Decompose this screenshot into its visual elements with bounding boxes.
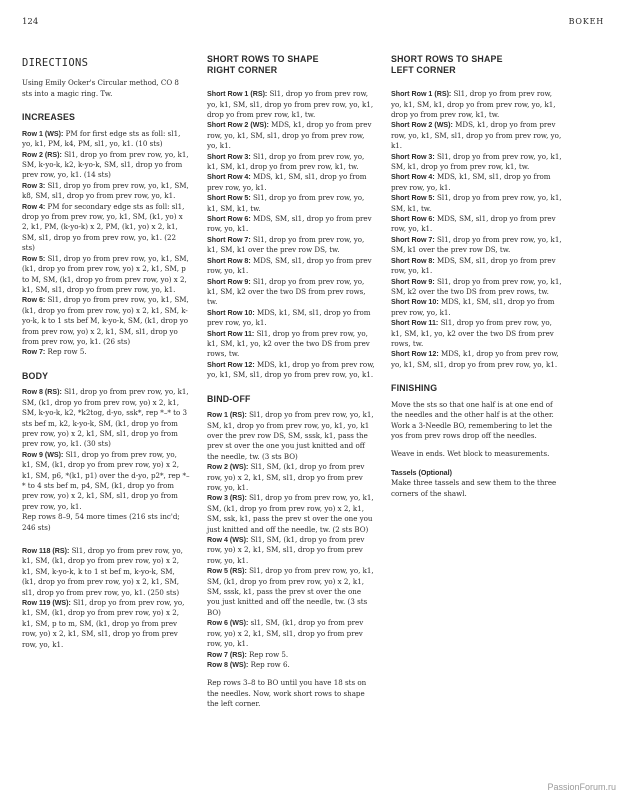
row-text: Sl1, SM, (k1, drop yo from prev row, yo) x 2, k1, SM, sl1, drop yo from prev row, yo, k1. xyxy=(207,462,365,492)
row-text: MDS, SM, sl1, drop yo from prev row, yo, k1. xyxy=(391,255,556,276)
intro-paragraph: Using Emily Ocker's Circular method, CO 8 sts into a magic ring. Tw. xyxy=(22,78,179,98)
row-label: Short Row 9: xyxy=(391,277,435,286)
instruction-row xyxy=(22,598,190,650)
row-text: MDS, SM, sl1, drop yo from prev row, yo, k1. xyxy=(391,214,556,234)
row-text: MDS, k1, SM, sl1, drop yo from prev row, yo, k1. xyxy=(391,297,555,317)
row-label: Row 1 (RS): xyxy=(207,411,247,420)
row-label: Row 6: xyxy=(22,296,46,305)
row-label: Short Row 10: xyxy=(207,308,255,317)
short-rows-right-heading-line2: RIGHT CORNER xyxy=(207,64,278,75)
row-label: Short Row 1 (RS): xyxy=(391,90,452,99)
instruction-row xyxy=(207,618,375,649)
row-label: Short Row 6: xyxy=(207,215,251,224)
finishing-heading: FINISHING xyxy=(391,383,438,394)
bindoff-list xyxy=(207,410,375,670)
page-number: 124 xyxy=(22,17,39,27)
instruction-row xyxy=(22,150,190,181)
row-text: PM for secondary edge sts as foll: sl1, drop yo from prev row, yo, k1, SM, (k1, yo) x 2, k1, PM, (k-yo-k) x 2, PM, (k1, yo) x 2, k1, SM, sl1, drop yo from prev row, yo, k1. (22 sts) xyxy=(22,201,185,253)
row-text: Sl1, drop yo from prev row, yo, k1, SM, k2 over the two DS from prev rows, tw. xyxy=(391,276,562,296)
body-heading: BODY xyxy=(22,370,49,381)
row-label: Short Row 3: xyxy=(391,152,435,161)
instruction-row xyxy=(207,152,375,173)
instruction-row xyxy=(207,329,375,360)
instruction-row xyxy=(207,650,375,660)
instruction-row xyxy=(207,214,375,235)
running-title: BOKEH xyxy=(568,17,604,26)
row-text: Sl1, drop yo from prev row, yo, k1, SM, k1, drop yo from prev row, yo, k1, drop yo from prev row, k1, tw. xyxy=(391,89,556,119)
row-label: Short Row 8: xyxy=(207,256,251,265)
row-label: Row 1 (WS): xyxy=(22,129,64,138)
instruction-row xyxy=(207,256,375,277)
row-text: Sl1, drop yo from prev row, yo, k1, SM, sl1, drop yo from prev row, yo, k1, drop yo from prev row, k1, tw. xyxy=(207,89,374,119)
instruction-row xyxy=(391,89,563,120)
instruction-row xyxy=(391,193,563,214)
instruction-row xyxy=(207,660,375,670)
row-label: Row 2 (RS): xyxy=(22,150,62,159)
instruction-row xyxy=(391,318,563,349)
row-label: Short Row 12: xyxy=(391,350,439,359)
row-text: MDS, k1, drop yo from prev row, yo, k1, SM, sl1, drop yo from prev row, yo, k1. xyxy=(391,120,562,151)
row-label: Row 5 (RS): xyxy=(207,567,247,576)
instruction-row xyxy=(207,120,375,151)
row-text: Sl1, drop yo from prev row, yo, k1, SM, (k1, drop yo from prev row, yo) x 2, k1, SM, k-yo-k, k2, *k2tog, d-yo, ssk*, rep *–* to 3 sts bef m, k2, k-yo-k, SM, (k1, drop yo from prev row, yo) x 2, k1, SM, sl1, drop yo from prev row, yo, k1. (30 sts) xyxy=(22,387,189,449)
row-text: Sl1, drop yo from prev row, yo, k1, SM, k1, drop yo from prev row, yo, k1, yo, k1 over the prev row DS, SM, sssk, k1, pass the prev st over the one you just knitted and off the needle, tw. (3 sts BO) xyxy=(207,410,374,461)
row-label: Row 118 (RS): xyxy=(22,547,70,556)
tassels-heading: Tassels (Optional) xyxy=(391,468,452,477)
row-text: Sl1, SM, (k1, drop yo from prev row, yo) x 2, k1, SM, sl1, drop yo from prev row, yo, k1. xyxy=(207,535,365,565)
row-label: Short Row 7: xyxy=(207,235,251,244)
column-left xyxy=(22,54,190,650)
row-label: Row 3 (RS): xyxy=(207,494,247,503)
instruction-row xyxy=(207,277,375,308)
short-rows-right-list xyxy=(207,89,375,380)
row-label: Short Row 11: xyxy=(207,329,255,338)
row-label: Short Row 10: xyxy=(391,298,439,307)
row-text: Sl1, drop yo from prev row, yo, k1, SM, k1, tw. xyxy=(391,193,562,213)
row-text: Sl1, drop yo from prev row, yo, k1, SM, k2 over the two DS from prev rows, tw. xyxy=(207,276,366,307)
instruction-row xyxy=(207,566,375,618)
row-label: Row 119 (WS): xyxy=(22,599,71,608)
row-text: MDS, k1, drop yo from prev row, yo, k1, SM, sl1, drop yo from prev row, yo, k1. xyxy=(207,120,372,151)
column-middle xyxy=(207,54,375,710)
row-text: Sl1, drop yo from prev row, yo, k1, SM, k1 over the prev row DS, tw. xyxy=(391,234,562,255)
instruction-row xyxy=(207,535,375,566)
row-label: Row 6 (WS): xyxy=(207,619,249,628)
row-text: MDS, k1, drop yo from prev row, yo, k1, SM, sl1, drop yo from prev row, yo, k1. xyxy=(391,349,559,369)
row-text: Sl1, drop yo from prev row, yo, k1, SM, (k1, drop yo from prev row, yo) x 2, k1, SM, ssk, k1, pass the prev st over the one you just knitted and off the needle, tw. (2 sts BO) xyxy=(207,493,374,534)
instruction-row xyxy=(22,181,190,202)
instruction-row xyxy=(22,450,190,512)
instruction-row xyxy=(22,202,190,254)
row-label: Short Row 4: xyxy=(391,173,435,182)
instruction-row xyxy=(391,235,563,256)
instruction-row xyxy=(207,89,375,120)
row-text: MDS, SM, sl1, drop yo from prev row, yo, k1. xyxy=(207,255,372,276)
instruction-row xyxy=(207,235,375,256)
instruction-row xyxy=(391,120,563,151)
row-text: Sl1, drop yo from prev row, yo, k1, SM, k1, tw. xyxy=(207,193,365,213)
instruction-row xyxy=(207,360,375,381)
watermark: PassionForum.ru xyxy=(547,782,616,792)
row-text: Sl1, drop yo from prev row, yo, k1, SM, k1, yo, k2 over the two DS from prev rows, tw. xyxy=(207,328,370,359)
row-text: PM for first edge sts as foll: sl1, yo, k1, PM, k4, PM, sl1, yo, k1. (10 sts) xyxy=(22,128,181,149)
row-label: Row 8 (WS): xyxy=(207,660,249,669)
row-label: Short Row 8: xyxy=(391,256,435,265)
row-label: Short Row 12: xyxy=(207,360,255,369)
row-text: Rep row 5. xyxy=(45,347,87,357)
increases-list xyxy=(22,129,190,358)
tassels-paragraph: Make three tassels and sew them to the three corners of the shawl. xyxy=(391,478,557,498)
instruction-row xyxy=(207,462,375,493)
row-label: Short Row 7: xyxy=(391,235,435,244)
body-repeat-note: Rep rows 8–9, 54 more times (216 sts inc'd; 246 sts) xyxy=(22,512,180,532)
row-label: Short Row 2 (WS): xyxy=(391,121,453,130)
row-text: MDS, SM, sl1, drop yo from prev row, yo, k1. xyxy=(207,214,372,234)
short-rows-left-list xyxy=(391,89,563,370)
instruction-row xyxy=(391,349,563,370)
short-rows-left-heading xyxy=(391,54,563,75)
row-text: Sl1, drop yo from prev row, yo, k1, SM, (k1, drop yo from prev row, yo) x 2, k1, SM, sssk, k1, pass the prev st over the one you just knitted and off the needle, tw. (3 sts BO) xyxy=(207,566,374,617)
row-label: Short Row 1 (RS): xyxy=(207,90,268,99)
directions-heading: DIRECTIONS xyxy=(22,57,89,69)
row-label: Short Row 4: xyxy=(207,173,251,182)
row-text: Sl1, drop yo from prev row, yo, k1, SM, k1, drop yo from prev row, k1, tw. xyxy=(207,151,365,172)
row-text: Sl1, drop yo from prev row, yo, k1, SM, (k1, drop yo from prev row, yo) x 2, k1, SM, k-yo-k, k to 1 sts bef M, k-yo-k, SM, (k1, drop yo from prev row, yo) x 2, k1, SM, sl1, drop yo from prev row, yo, k1. (26 sts) xyxy=(22,295,189,346)
instruction-row xyxy=(207,308,375,329)
instruction-row xyxy=(22,129,190,150)
row-label: Short Row 6: xyxy=(391,215,435,224)
row-label: Short Row 5: xyxy=(391,194,435,203)
row-label: Row 7 (RS): xyxy=(207,650,247,659)
row-label: Row 9 (WS): xyxy=(22,450,64,459)
row-label: Short Row 2 (WS): xyxy=(207,121,269,130)
finishing-weave-paragraph: Weave in ends. Wet block to measurements. xyxy=(391,449,550,459)
rows-118-list xyxy=(22,546,190,650)
row-text: MDS, k1, SM, sl1, drop yo from prev row, yo, k1. xyxy=(207,172,367,192)
row-text: Sl1, drop yo from prev row, yo, k1, SM, k8, SM, sl1, drop yo from prev row, yo, k1. xyxy=(22,180,189,201)
instruction-row xyxy=(207,410,375,462)
finishing-paragraph: Move the sts so that one half is at one end of the needles and the other half is at the other. Work a 3-Needle BO, remembering to let the yos from prev rows drop off the needles. xyxy=(391,399,554,440)
instruction-row xyxy=(207,193,375,214)
row-text: Sl1, drop yo from prev row, yo, k1, SM, (k1, drop yo from prev row, yo) x 2, k1, SM, p6, *(k1, p1) over the d-yo, p2*, rep *–* to 4 sts bef m, p4, SM, (k1, drop yo from prev row, yo) x 2, k1, SM, sl1, drop yo from prev row, yo, k1. xyxy=(22,449,190,511)
instruction-row xyxy=(391,277,563,298)
instruction-row xyxy=(391,214,563,235)
column-right xyxy=(391,54,563,499)
bindoff-heading: BIND-OFF xyxy=(207,393,251,404)
row-label: Short Row 3: xyxy=(207,152,251,161)
row-text: Sl1, drop yo from prev row, yo, k1, SM, (k1, drop yo from prev row, yo) x 2, k1, SM, p to M, SM, (k1, drop yo from prev row, yo) x 2, k1, SM, sl1, drop yo from prev row, yo, k1. xyxy=(22,253,189,294)
row-text: MDS, k1, drop yo from prev row, yo, k1, SM, sl1, drop yo from prev row, yo, k1. xyxy=(207,359,375,380)
row-text: Sl1, drop yo from prev row, yo, k1, SM, k1, yo, k2 over the two DS from prev rows, tw. xyxy=(391,318,554,348)
short-rows-right-heading-line1: SHORT ROWS TO SHAPE xyxy=(207,54,319,64)
instruction-row xyxy=(22,254,190,296)
bindoff-repeat-note: Rep rows 3–8 to BO until you have 18 sts on the needles. Now, work short rows to shape the left corner. xyxy=(207,678,367,709)
short-rows-left-heading-line2: LEFT CORNER xyxy=(391,64,456,75)
instruction-row xyxy=(207,172,375,193)
increases-heading: INCREASES xyxy=(22,112,76,123)
row-text: Sl1, drop yo from prev row, yo, k1, SM, k-yo-k, k2, k-yo-k, SM, sl1, drop yo from prev row, yo, k1. (14 sts) xyxy=(22,149,189,180)
short-rows-right-heading xyxy=(207,54,375,75)
instruction-row xyxy=(391,152,563,173)
row-label: Short Row 9: xyxy=(207,277,251,286)
instruction-row xyxy=(22,295,190,347)
row-label: Short Row 11: xyxy=(391,319,439,328)
row-label: Short Row 5: xyxy=(207,194,251,203)
instruction-row xyxy=(22,387,190,449)
row-text: Sl1, drop yo from prev row, yo, k1, SM, k1 over the prev row DS, tw. xyxy=(207,234,365,255)
row-text: MDS, k1, SM, sl1, drop yo from prev row, yo, k1. xyxy=(207,307,371,328)
instruction-row xyxy=(391,256,563,277)
short-rows-left-heading-line1: SHORT ROWS TO SHAPE xyxy=(391,54,503,64)
row-text: Sl1, drop yo from prev row, yo, k1, SM, (k1, drop yo from prev row, yo) x 2, k1, SM, p to m, SM, (k1, drop yo from prev row, yo) x 2, k1, SM, sl1, drop yo from prev row, yo, k1. xyxy=(22,598,185,649)
row-text: MDS, k1, SM, sl1, drop yo from prev row, yo, k1. xyxy=(391,172,551,192)
row-text: Rep row 6. xyxy=(248,659,290,669)
row-text: Sl1, drop yo from prev row, yo, k1, SM, (k1, drop yo from prev row, yo) x 2, k1, SM, k-yo-k, k to 1 st bef m, k-yo-k, SM, (k1, drop yo from prev row, yo) x 2, k1, SM, sl1, drop yo from prev row, yo, k1. (250 sts) xyxy=(22,546,183,597)
row-label: Row 7: xyxy=(22,348,46,357)
row-label: Row 3: xyxy=(22,181,46,190)
row-text: sl1, SM, (k1, drop yo from prev row, yo) x 2, k1, SM, sl1, drop yo from prev row, yo, k1. xyxy=(207,618,364,649)
instruction-row xyxy=(207,493,375,535)
instruction-row xyxy=(391,297,563,318)
body-list xyxy=(22,387,190,512)
row-label: Row 8 (RS): xyxy=(22,388,62,397)
row-label: Row 4: xyxy=(22,202,46,211)
row-text: Sl1, drop yo from prev row, yo, k1, SM, k1, drop yo from prev row, k1, tw. xyxy=(391,151,562,172)
row-label: Row 4 (WS): xyxy=(207,536,249,545)
row-text: Rep row 5. xyxy=(246,649,289,659)
instruction-row xyxy=(22,546,190,598)
instruction-row xyxy=(391,172,563,193)
row-label: Row 2 (WS): xyxy=(207,463,249,472)
row-label: Row 5: xyxy=(22,254,46,263)
instruction-row xyxy=(22,347,190,357)
